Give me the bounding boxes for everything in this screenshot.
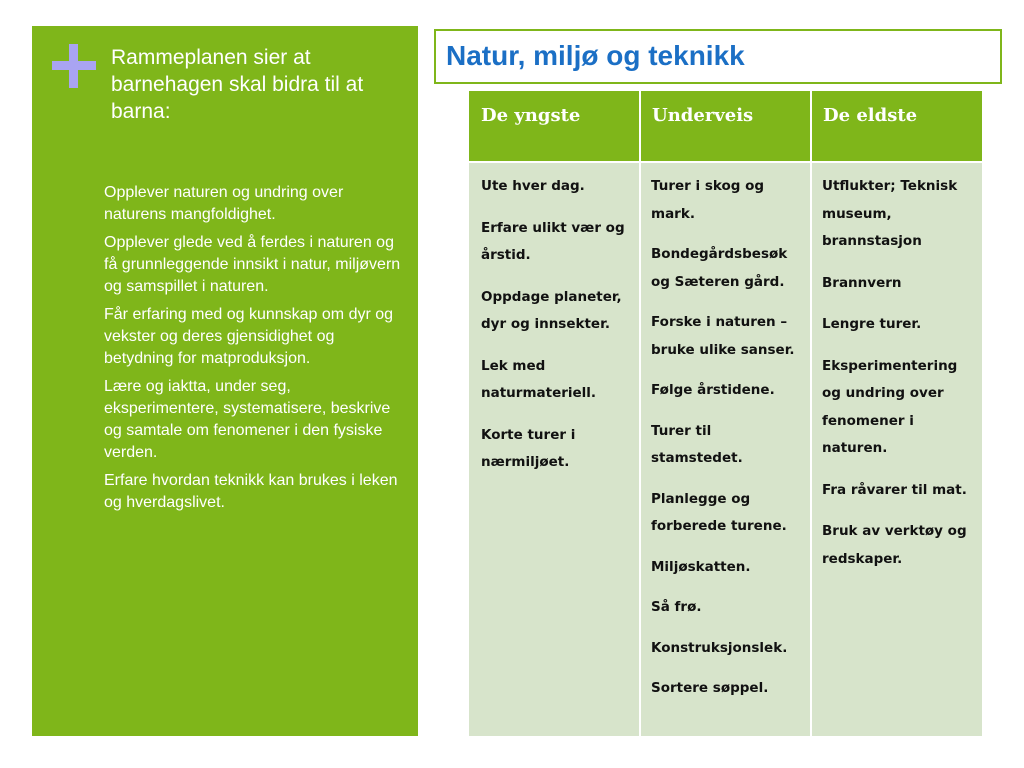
title-box xyxy=(434,29,1002,84)
column-divider xyxy=(810,91,812,736)
column-de-eldste xyxy=(822,173,978,587)
table-cell-item: Bondegårdsbesøk og Sæteren gård. xyxy=(651,246,788,290)
table-cell-item: Turer til stamstedet. xyxy=(651,422,743,466)
table-cell-item: Planlegge og forberede turene. xyxy=(651,490,787,534)
table-cell-item: Korte turer i nærmiljøet. xyxy=(481,426,576,470)
intro-text: Rammeplanen sier at barnehagen skal bidra til at barna: xyxy=(111,46,364,123)
goals-list xyxy=(104,182,404,520)
goal-item: Lære og iaktta, under seg, eksperimentere, systematisere, beskrive og samtale om fenomener i den fysiske verden. xyxy=(104,378,391,461)
goal-item: Erfare hvordan teknikk kan brukes i leken og hverdagslivet. xyxy=(104,472,398,511)
table-cell-item: Miljøskatten. xyxy=(651,558,751,575)
table-cell-item: Forske i naturen – bruke ulike sanser. xyxy=(651,314,795,358)
table-cell-item: Brannvern xyxy=(822,274,902,291)
column-de-yngste xyxy=(481,173,631,491)
table-cell-item: Turer i skog og mark. xyxy=(651,178,765,222)
table-cell-item: Eksperimentering og undring over fenomener i naturen. xyxy=(822,357,958,456)
column-underveis xyxy=(651,173,805,716)
table-cell-item: Lengre turer. xyxy=(822,316,922,332)
plus-icon xyxy=(52,44,96,88)
header-de-yngste: De yngste xyxy=(481,105,581,126)
activity-table xyxy=(469,91,982,736)
table-cell-item: Fra råvarer til mat. xyxy=(822,481,967,498)
column-divider xyxy=(639,91,641,736)
table-cell-item: Ute hver dag. xyxy=(481,178,585,194)
header-underveis: Underveis xyxy=(652,105,754,126)
table-cell-item: Følge årstidene. xyxy=(651,382,775,398)
table-cell-item: Sortere søppel. xyxy=(651,680,769,696)
table-cell-item: Bruk av verktøy og redskaper. xyxy=(822,523,967,567)
table-cell-item: Så frø. xyxy=(651,599,702,615)
goal-item: Opplever glede ved å ferdes i naturen og få grunnleggende innsikt i natur, miljøvern og samspillet i naturen. xyxy=(104,234,401,295)
table-cell-item: Utflukter; Teknisk museum, brannstasjon xyxy=(822,178,958,249)
goal-item: Får erfaring med og kunnskap om dyr og vekster og deres gjensidighet og betydning for matproduksjon. xyxy=(104,306,394,367)
table-cell-item: Oppdage planeter, dyr og innsekter. xyxy=(481,288,622,332)
page-title: Natur, miljø og teknikk xyxy=(446,40,745,71)
table-cell-item: Erfare ulikt vær og årstid. xyxy=(481,219,625,263)
table-cell-item: Konstruksjonslek. xyxy=(651,639,788,656)
goal-item: Opplever naturen og undring over naturens mangfoldighet. xyxy=(104,184,344,223)
header-de-eldste: De eldste xyxy=(823,105,918,126)
row-divider xyxy=(469,161,982,163)
table-cell-item: Lek med naturmateriell. xyxy=(481,357,597,401)
